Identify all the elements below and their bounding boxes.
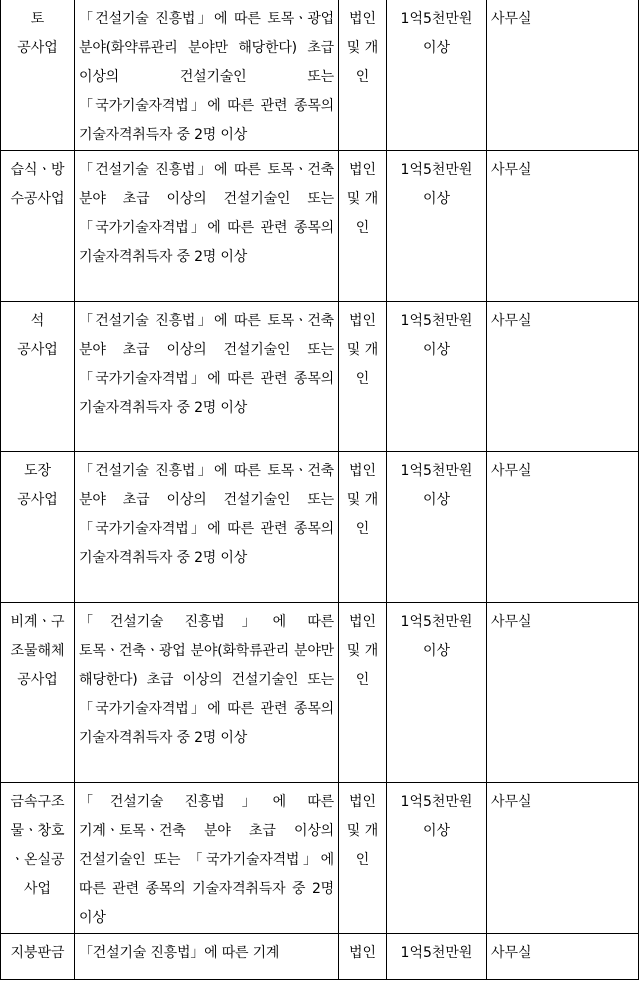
capital-cell: 1억5천만원 이상 — [387, 452, 487, 603]
facility-cell: 사무실 — [487, 603, 639, 783]
table-row — [1, 151, 639, 302]
table-row — [1, 934, 639, 980]
table-row — [1, 302, 639, 452]
business-type-cell: 습식ㆍ방 수공사업 — [1, 151, 75, 302]
business-form-cell: 법인 및 개 인 — [339, 151, 387, 302]
business-type-cell: 비계ㆍ구 조물해체 공사업 — [1, 603, 75, 783]
technician-requirement-cell: 「건설기술 진흥법」에 따른 토목ㆍ건축ㆍ광업 분야(화학류관리 분야만 해당한다) 초급 이상의 건설기술인 또는 「국가기술자격법」에 따른 관련 종목의 기술자격취득자 중 2명 이상 — [75, 603, 339, 783]
business-type-cell: 도장 공사업 — [1, 452, 75, 603]
technician-requirement-cell: 「건설기술 진흥법」에 따른 토목ㆍ건축 분야 초급 이상의 건설기술인 또는 「국가기술자격법」에 따른 관련 종목의 기술자격취득자 중 2명 이상 — [75, 452, 339, 603]
technician-requirement-cell: 「건설기술 진흥법」에 따른 토목ㆍ광업 분야(화약류관리 분야만 해당한다) 초급 이상의 건설기술인 또는 「국가기술자격법」에 따른 관련 종목의 기술자격취득자 중 2명 이상 — [75, 0, 339, 151]
technician-requirement-cell: 「건설기술 진흥법」에 따른 토목ㆍ건축 분야 초급 이상의 건설기술인 또는 「국가기술자격법」에 따른 관련 종목의 기술자격취득자 중 2명 이상 — [75, 302, 339, 452]
business-type-cell: 금속구조 물ㆍ창호 ㆍ온실공 사업 — [1, 783, 75, 934]
business-form-cell: 법인 및 개 인 — [339, 0, 387, 151]
technician-requirement-cell: 「건설기술 진흥법」에 따른 기계ㆍ토목ㆍ건축 분야 초급 이상의 건설기술인 또는 「국가기술자격법」에 따른 관련 종목의 기술자격취득자 중 2명 이상 — [75, 783, 339, 934]
facility-cell: 사무실 — [487, 452, 639, 603]
table-row — [1, 783, 639, 934]
facility-cell: 사무실 — [487, 934, 639, 980]
table-row — [1, 452, 639, 603]
business-form-cell: 법인 및 개 인 — [339, 302, 387, 452]
capital-cell: 1억5천만원 — [387, 934, 487, 980]
capital-cell: 1억5천만원 이상 — [387, 151, 487, 302]
business-type-cell: 토 공사업 — [1, 0, 75, 151]
capital-cell: 1억5천만원 이상 — [387, 783, 487, 934]
business-form-cell: 법인 및 개 인 — [339, 452, 387, 603]
technician-requirement-cell: 「건설기술 진흥법」에 따른 토목ㆍ건축 분야 초급 이상의 건설기술인 또는 「국가기술자격법」에 따른 관련 종목의 기술자격취득자 중 2명 이상 — [75, 151, 339, 302]
business-form-cell: 법인 및 개 인 — [339, 783, 387, 934]
facility-cell: 사무실 — [487, 783, 639, 934]
facility-cell: 사무실 — [487, 0, 639, 151]
table-row — [1, 603, 639, 783]
facility-cell: 사무실 — [487, 302, 639, 452]
business-form-cell: 법인 — [339, 934, 387, 980]
table-row — [1, 0, 639, 151]
business-type-cell: 석 공사업 — [1, 302, 75, 452]
capital-cell: 1억5천만원 이상 — [387, 302, 487, 452]
business-form-cell: 법인 및 개 인 — [339, 603, 387, 783]
technician-requirement-cell: 「건설기술 진흥법」에 따른 기계 — [75, 934, 339, 980]
facility-cell: 사무실 — [487, 151, 639, 302]
capital-cell: 1억5천만원 이상 — [387, 603, 487, 783]
capital-cell: 1억5천만원 이상 — [387, 0, 487, 151]
business-type-cell: 지붕판금 — [1, 934, 75, 980]
